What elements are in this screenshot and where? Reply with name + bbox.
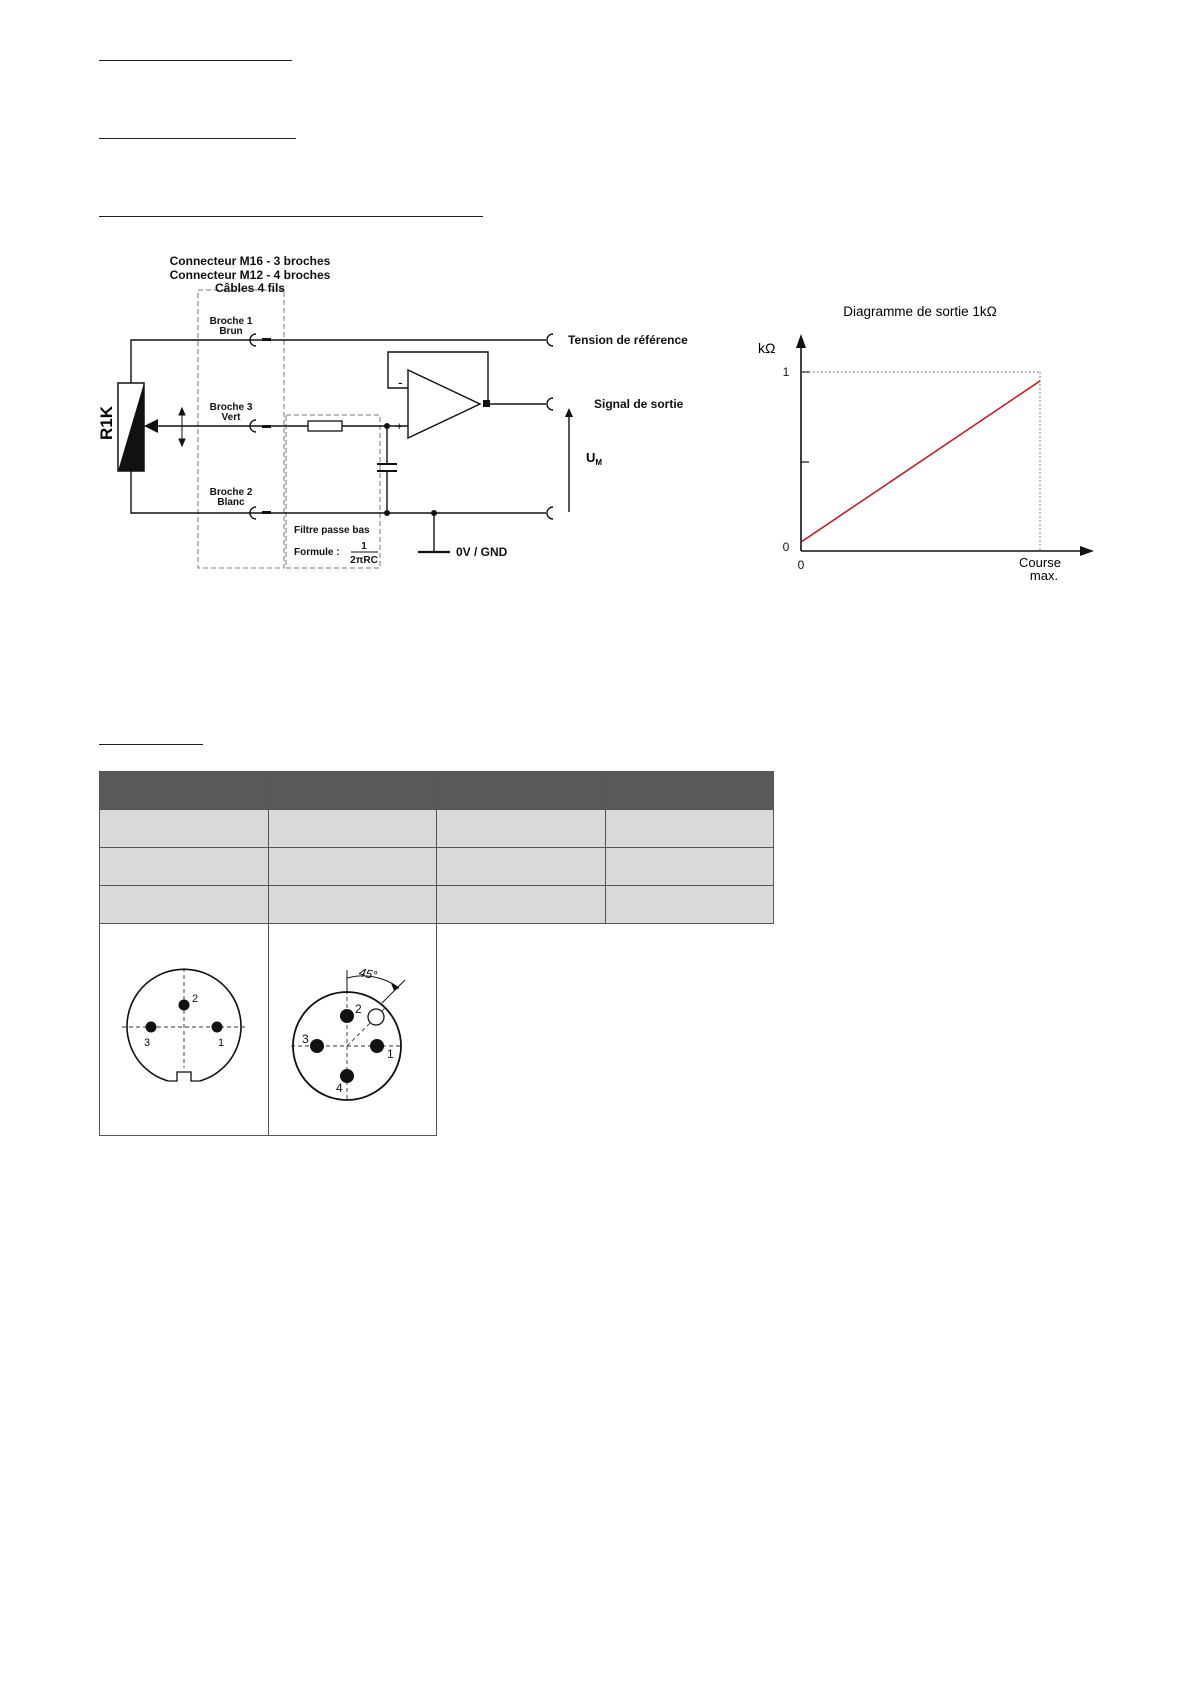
pin-assignment-table <box>99 771 774 1136</box>
connector-header-1: Connecteur M16 - 3 broches <box>169 254 331 268</box>
connector-drawings-row <box>100 924 774 1136</box>
section-rule-1 <box>99 60 292 61</box>
table-cell <box>268 848 437 886</box>
um-label: $U_M$ <box>586 450 603 467</box>
section-rule-2 <box>99 138 296 139</box>
reference-voltage-label: Tension de référence <box>568 333 688 347</box>
chart-title: Diagramme de sortie 1kΩ <box>843 304 997 319</box>
signal-output-label: Signal de sortie <box>594 397 684 411</box>
m12-pin-1: 1 <box>387 1046 394 1061</box>
table-cell <box>437 886 606 924</box>
connector-header-3: Câbles 4 fils <box>214 281 286 295</box>
table-cell <box>437 810 606 848</box>
m12-pin-3: 3 <box>302 1031 309 1046</box>
m12-pin-2: 2 <box>355 1001 362 1016</box>
table-cell <box>605 810 774 848</box>
m12-angle-label: 45° <box>358 964 379 983</box>
m16-connector-drawing <box>114 960 254 1100</box>
opamp-minus: - <box>398 374 403 390</box>
pin3-color: Vert <box>221 412 241 423</box>
table-cell <box>437 848 606 886</box>
table-row <box>100 886 774 924</box>
ground-label: 0V / GND <box>456 545 508 559</box>
table-row <box>100 810 774 848</box>
table-header-cell <box>100 772 269 810</box>
pin1-label: Broche 1 <box>209 316 253 327</box>
table-row <box>100 848 774 886</box>
opamp-plus: + <box>396 421 403 433</box>
pin2-color: Blanc <box>217 497 245 508</box>
table-header-cell <box>605 772 774 810</box>
filter-title: Filtre passe bas <box>294 525 370 536</box>
empty-cell <box>437 924 606 1136</box>
m16-pin-2: 2 <box>191 992 198 1005</box>
table-header-cell <box>268 772 437 810</box>
table-cell <box>605 886 774 924</box>
table-cell <box>100 848 269 886</box>
filter-denominator: 2πRC <box>350 555 378 566</box>
x-end-label-2: max. <box>1029 568 1059 583</box>
table-cell <box>100 810 269 848</box>
table-cell <box>268 810 437 848</box>
section-rule-3 <box>99 216 483 217</box>
y-tick-label: 0 <box>782 540 790 554</box>
output-chart <box>758 296 1108 596</box>
table-cell <box>268 886 437 924</box>
m16-connector-cell <box>100 924 269 1136</box>
series-line <box>801 381 1040 542</box>
pin1-color: Brun <box>219 326 243 337</box>
filter-resistor <box>308 421 342 431</box>
x-tick-label: 0 <box>797 558 805 572</box>
m12-connector-drawing <box>277 950 427 1110</box>
table-header-row <box>100 772 774 810</box>
x-end-label-1: Course <box>1019 555 1061 570</box>
table-cell <box>100 886 269 924</box>
filter-numerator: 1 <box>361 541 367 552</box>
empty-cell <box>605 924 774 1136</box>
m16-pin-3: 3 <box>143 1036 150 1049</box>
connector-header-2: Connecteur M12 - 4 broches <box>169 268 331 282</box>
m16-pin-1: 1 <box>217 1036 224 1049</box>
y-axis-label: kΩ <box>758 340 776 356</box>
m12-connector-cell <box>268 924 437 1136</box>
filter-formula-label: Formule : <box>294 547 340 558</box>
table-cell <box>605 848 774 886</box>
m12-pin-4: 4 <box>336 1080 343 1095</box>
pin2-label: Broche 2 <box>209 487 253 498</box>
table-header-cell <box>437 772 606 810</box>
wiring-schematic <box>98 250 698 590</box>
pin3-label: Broche 3 <box>209 402 253 413</box>
op-amp <box>408 370 480 438</box>
y-tick-label: 1 <box>782 365 790 379</box>
section-rule-4 <box>99 744 203 745</box>
potentiometer-label: R1K <box>97 405 116 440</box>
